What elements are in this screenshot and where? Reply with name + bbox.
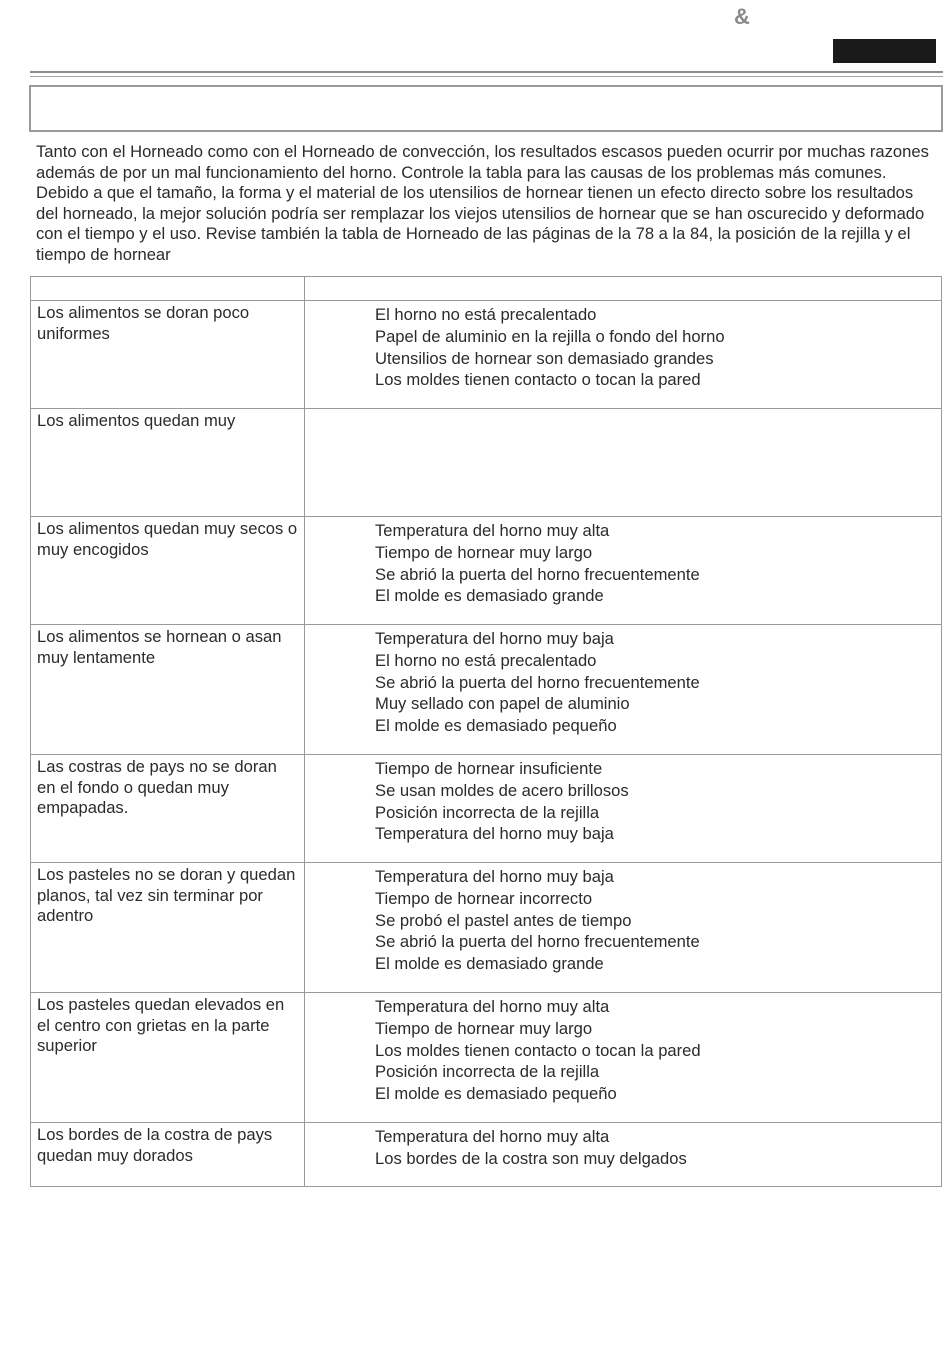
cause-item: Temperatura del horno muy alta	[375, 1127, 610, 1146]
cause-item: Temperatura del horno muy alta	[375, 521, 610, 540]
header-cell-causes	[305, 277, 942, 301]
problem-cell	[31, 1123, 305, 1187]
table-row	[31, 755, 942, 863]
cause-item: Tiempo de hornear muy largo	[375, 542, 593, 562]
causes-list	[305, 863, 941, 975]
cause-item: Los bordes de la costra son muy delgados	[375, 1148, 687, 1168]
problem-text: Los alimentos se doran poco uniformes	[37, 303, 250, 343]
cause-item: Tiempo de hornear insuficiente	[375, 759, 603, 778]
causes-cell	[305, 863, 942, 993]
causes-list	[305, 517, 941, 607]
cause-item: El molde es demasiado grande	[375, 954, 604, 974]
causes-cell	[305, 409, 942, 517]
problem-text: Los alimentos se hornean o asan muy lentamente	[37, 627, 282, 667]
causes-list	[305, 301, 941, 391]
cause-item: Temperatura del horno muy baja	[375, 867, 614, 886]
table-row	[31, 517, 942, 625]
causes-cell	[305, 517, 942, 625]
problem-cell	[31, 863, 305, 993]
cause-item: Se abrió la puerta del horno frecuentemente	[375, 932, 700, 952]
cause-item: Temperatura del horno muy baja	[375, 824, 614, 844]
cause-item: El horno no está precalentado	[375, 305, 597, 324]
cause-item: Los moldes tienen contacto o tocan la pared	[375, 370, 701, 390]
problem-text: Los pasteles quedan elevados en el centro con grietas en la parte superior	[37, 995, 285, 1056]
causes-cell	[305, 625, 942, 755]
table-row	[31, 301, 942, 409]
troubleshooting-table	[30, 276, 942, 1187]
causes-cell	[305, 1123, 942, 1187]
cause-item: Se abrió la puerta del horno frecuentemente	[375, 564, 700, 584]
intro-paragraph: Tanto con el Horneado como con el Horneado de convección, los resultados escasos pueden ocurrir por muchas razones además de por un mal funcionamiento del horno. Controle la tabla para las causas de los problemas más comunes. Debido a que el tamaño, la forma y el material de los utensilios de hornear tienen un efecto directo sobre los resultados del horneado, la mejor solución podría ser remplazar los viejos utensilios de hornear que se han oscurecido y deformado con el tiempo y el uso. Revise también la tabla de Horneado de las páginas de la 78 a la 84, la posición de la rejilla y el tiempo de hornear	[36, 142, 929, 264]
cause-item: El molde es demasiado pequeño	[375, 1084, 617, 1104]
problem-text: Los pasteles no se doran y quedan planos, tal vez sin terminar por adentro	[37, 865, 296, 926]
cause-item: Posición incorrecta de la rejilla	[375, 1062, 600, 1082]
table-row	[31, 993, 942, 1123]
causes-list	[305, 1123, 941, 1170]
causes-list	[305, 755, 941, 845]
cause-item: Los moldes tienen contacto o tocan la pared	[375, 1040, 701, 1060]
cause-item: Se probó el pastel antes de tiempo	[375, 910, 632, 930]
problem-cell	[31, 301, 305, 409]
causes-list	[305, 625, 941, 737]
problem-text: Las costras de pays no se doran en el fondo o quedan muy empapadas.	[37, 757, 277, 818]
cause-item: El horno no está precalentado	[375, 650, 597, 670]
section-tab	[833, 39, 936, 63]
cause-item: Tiempo de hornear muy largo	[375, 1018, 593, 1038]
cause-item: Temperatura del horno muy baja	[375, 629, 614, 648]
cause-item: El molde es demasiado grande	[375, 586, 604, 606]
cause-item: El molde es demasiado pequeño	[375, 716, 617, 736]
title-box	[29, 85, 943, 132]
cause-item: Temperatura del horno muy alta	[375, 997, 610, 1016]
problem-text: Los alimentos quedan muy secos o muy encogidos	[37, 519, 298, 559]
table-row	[31, 1123, 942, 1187]
problem-cell	[31, 755, 305, 863]
header-rule-thin	[30, 76, 943, 77]
table-row	[31, 863, 942, 993]
causes-list	[305, 409, 941, 412]
cause-item: Posición incorrecta de la rejilla	[375, 802, 600, 822]
cause-item: Tiempo de hornear incorrecto	[375, 888, 593, 908]
table-header-row	[31, 277, 942, 301]
cause-item: Se abrió la puerta del horno frecuentemente	[375, 672, 700, 692]
causes-cell	[305, 993, 942, 1123]
problem-cell	[31, 517, 305, 625]
table-row	[31, 409, 942, 517]
problem-cell	[31, 625, 305, 755]
cause-item: Utensilios de hornear son demasiado grandes	[375, 348, 714, 368]
causes-list	[305, 993, 941, 1105]
cause-item: Muy sellado con papel de aluminio	[375, 694, 630, 714]
table-row	[31, 625, 942, 755]
problem-text: Los bordes de la costra de pays quedan muy dorados	[37, 1125, 273, 1165]
problem-cell	[31, 993, 305, 1123]
problem-cell	[31, 409, 305, 517]
causes-cell	[305, 755, 942, 863]
cause-item: Papel de aluminio en la rejilla o fondo del horno	[375, 326, 725, 346]
header-rule	[30, 71, 943, 73]
ampersand-mark: &	[734, 4, 750, 29]
header-cell-problem	[31, 277, 305, 301]
causes-cell	[305, 301, 942, 409]
cause-item: Se usan moldes de acero brillosos	[375, 780, 629, 800]
problem-text: Los alimentos quedan muy	[37, 411, 236, 430]
